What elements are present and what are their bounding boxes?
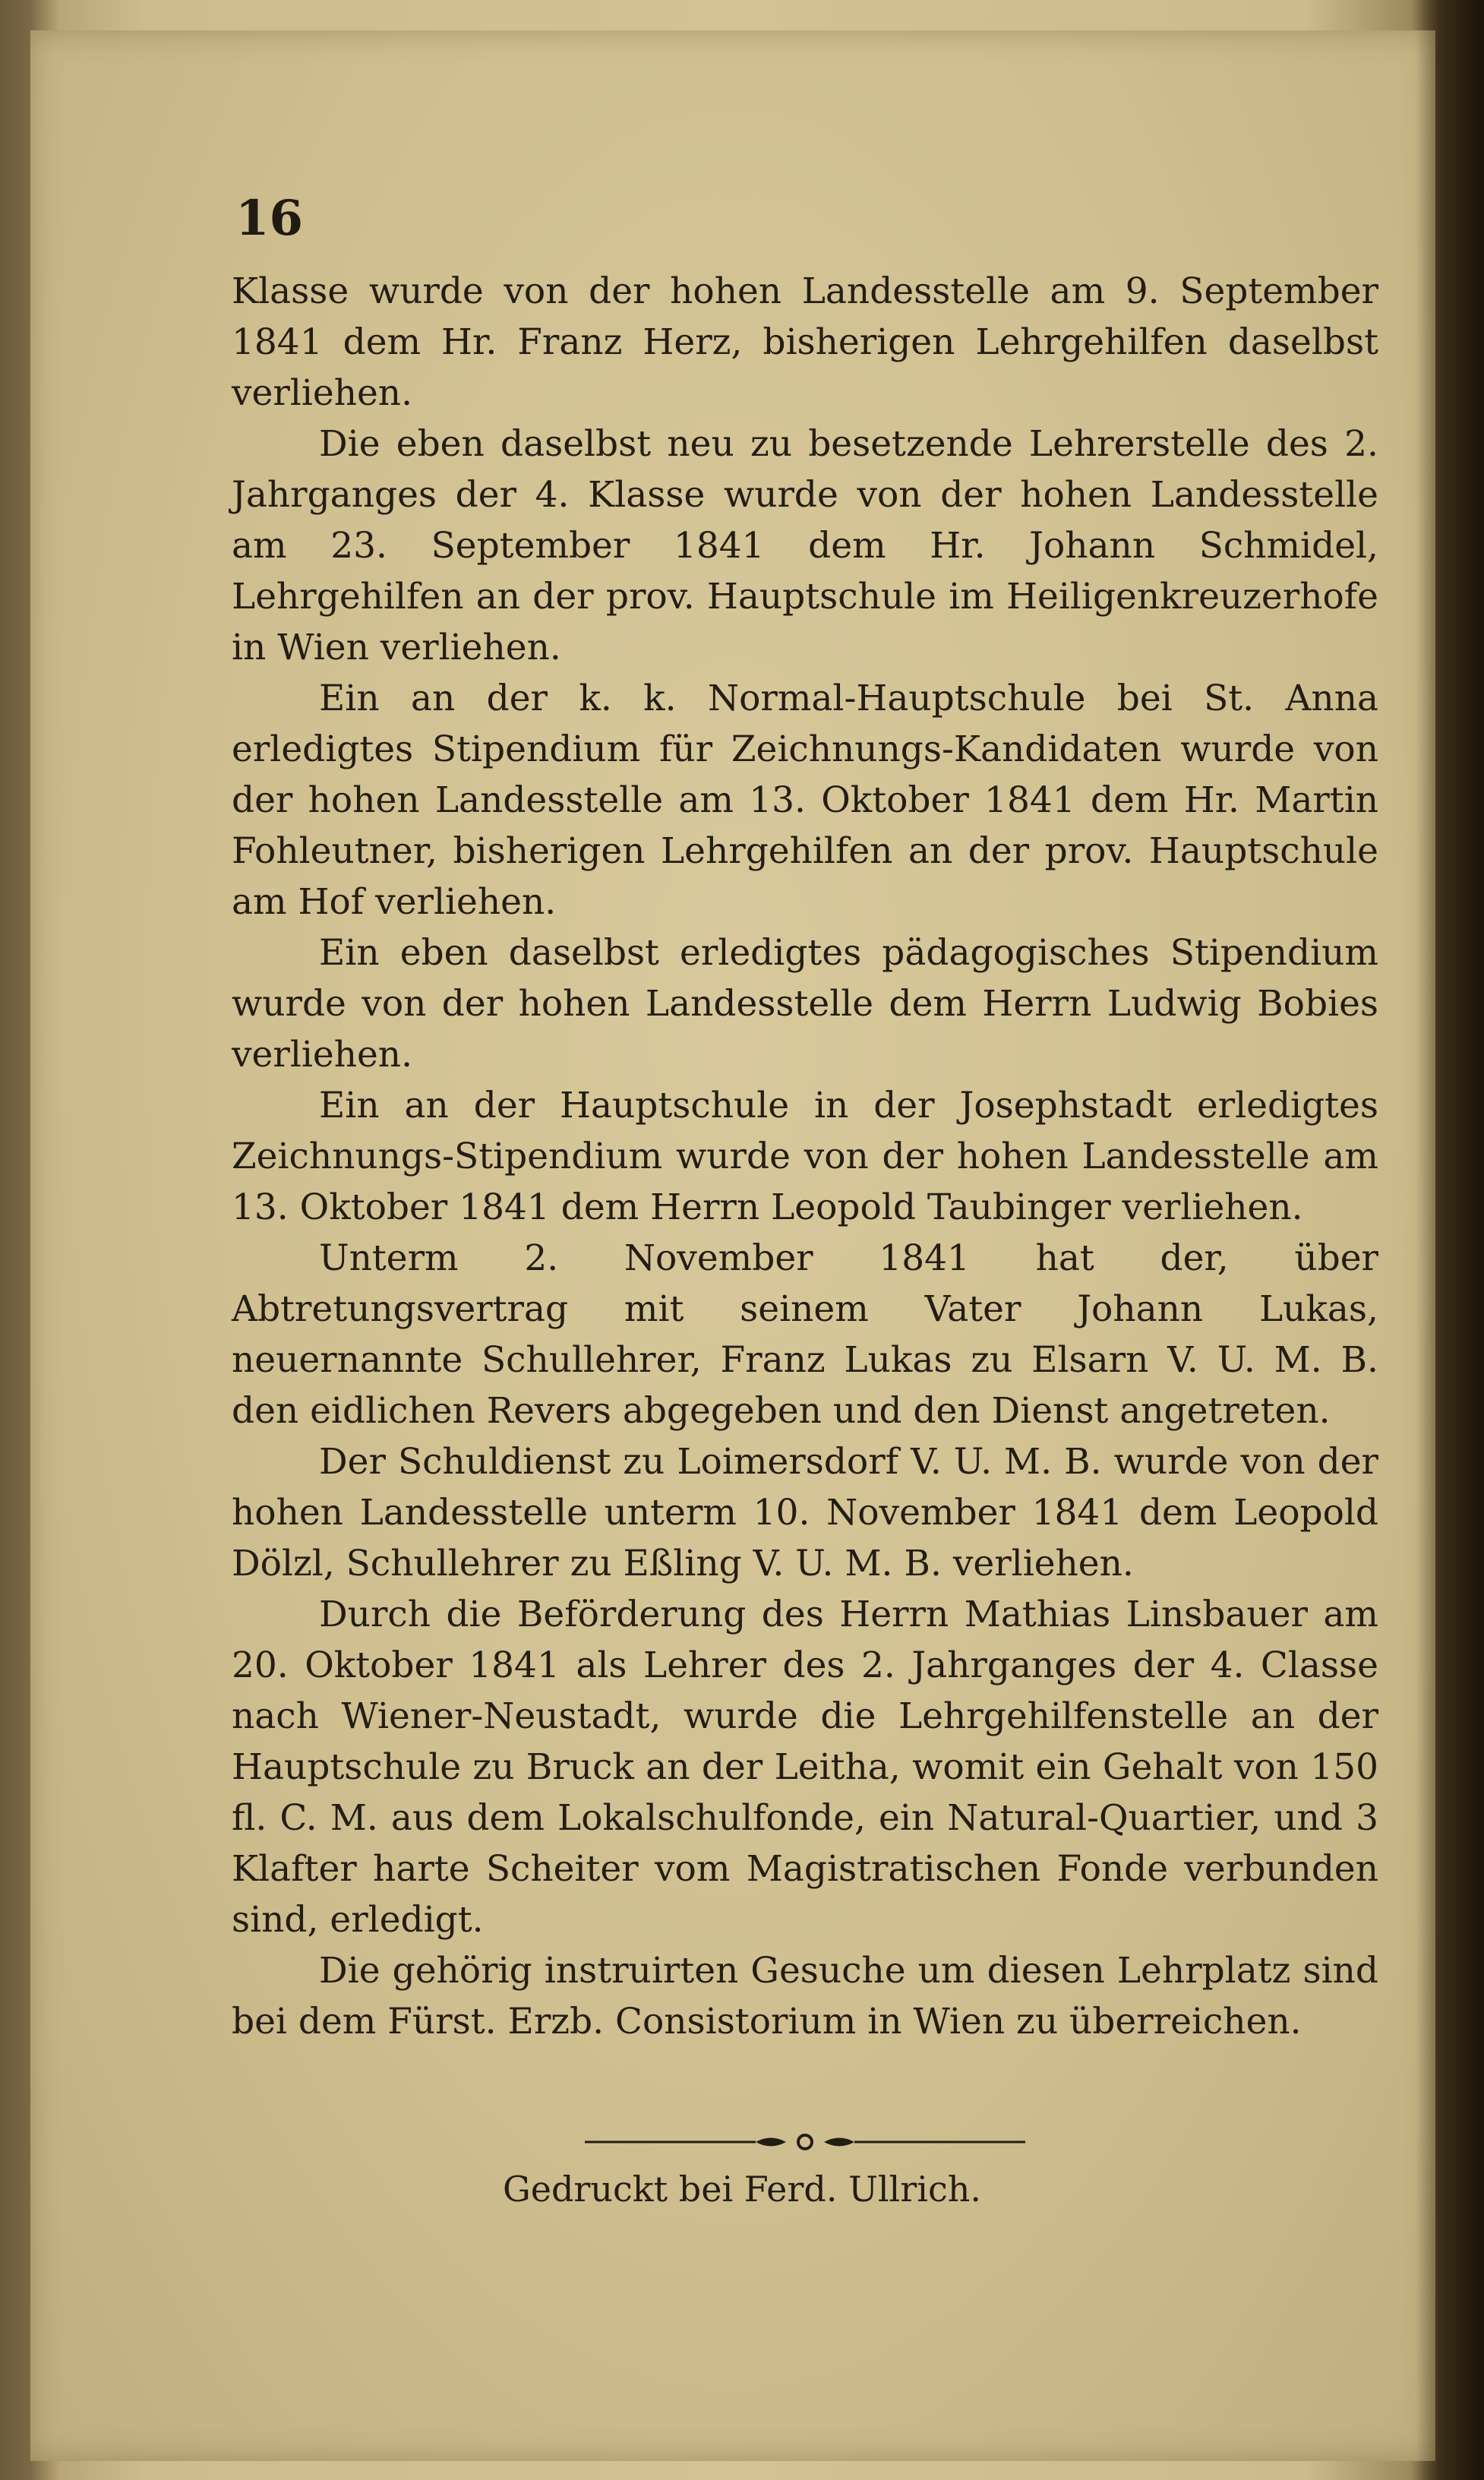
- ornament-divider: [585, 2131, 1025, 2153]
- paragraph-1: Klasse wurde von der hohen Landesstelle am 9. September 1841 dem Hr. Franz Herz, bisherigen Lehrgehilfen daselbst verliehen.: [232, 270, 1378, 414]
- page-body: [232, 266, 1378, 2047]
- paragraph-6: Unterm 2. November 1841 hat der, über Abtretungsvertrag mit seinem Vater Johann Lukas, neuernannte Schullehrer, Franz Lukas zu Elsarn V. U. M. B. den eidlichen Revers abgegeben und den Dienst angetreten.: [232, 1237, 1378, 1432]
- paragraph-7: Der Schuldienst zu Loimersdorf V. U. M. B. wurde von der hohen Landesstelle unterm 10. November 1841 dem Leopold Dölzl, Schullehrer zu Eßling V. U. M. B. verliehen.: [232, 1441, 1378, 1584]
- paragraph-9: Die gehörig instruirten Gesuche um diesen Lehrplatz sind bei dem Fürst. Erzb. Consistorium in Wien zu überreichen.: [232, 1950, 1378, 2042]
- paragraph-2: Die eben daselbst neu zu besetzende Lehrerstelle des 2. Jahrganges der 4. Klasse wurde von der hohen Landesstelle am 23. September 1841 dem Hr. Johann Schmidel, Lehrgehilfen an der prov. Hauptschule im Heiligenkreuzerhofe in Wien verliehen.: [232, 423, 1378, 668]
- printer-imprint: Gedruckt bei Ferd. Ullrich.: [503, 2169, 981, 2210]
- paragraph-4: Ein eben daselbst erledigtes pädagogisches Stipendium wurde von der hohen Landesstelle dem Herrn Ludwig Bobies verliehen.: [232, 932, 1378, 1076]
- gutter-shadow: [1416, 0, 1484, 2480]
- paragraph-8: Durch die Beförderung des Herrn Mathias Linsbauer am 20. Oktober 1841 als Lehrer des 2. Jahrganges der 4. Classe nach Wiener-Neustadt, wurde die Lehrgehilfenstelle an der Hauptschule zu Bruck an der Leitha, womit ein Gehalt von 150 fl. C. M. aus dem Lokalschulfonde, ein Natural-Quartier, und 3 Klafter harte Scheiter vom Magistratischen Fonde verbunden sind, erledigt.: [232, 1594, 1378, 1941]
- paragraph-3: Ein an der k. k. Normal-Hauptschule bei St. Anna erledigtes Stipendium für Zeichnungs-Kandidaten wurde von der hohen Landesstelle am 13. Oktober 1841 dem Hr. Martin Fohleutner, bisherigen Lehrgehilfen an der prov. Hauptschule am Hof verliehen.: [232, 678, 1378, 923]
- page-number: 16: [235, 190, 304, 247]
- paragraph-5: Ein an der Hauptschule in der Josephstadt erledigtes Zeichnungs-Stipendium wurde von der hohen Landesstelle am 13. Oktober 1841 dem Herrn Leopold Taubinger verliehen.: [232, 1085, 1378, 1228]
